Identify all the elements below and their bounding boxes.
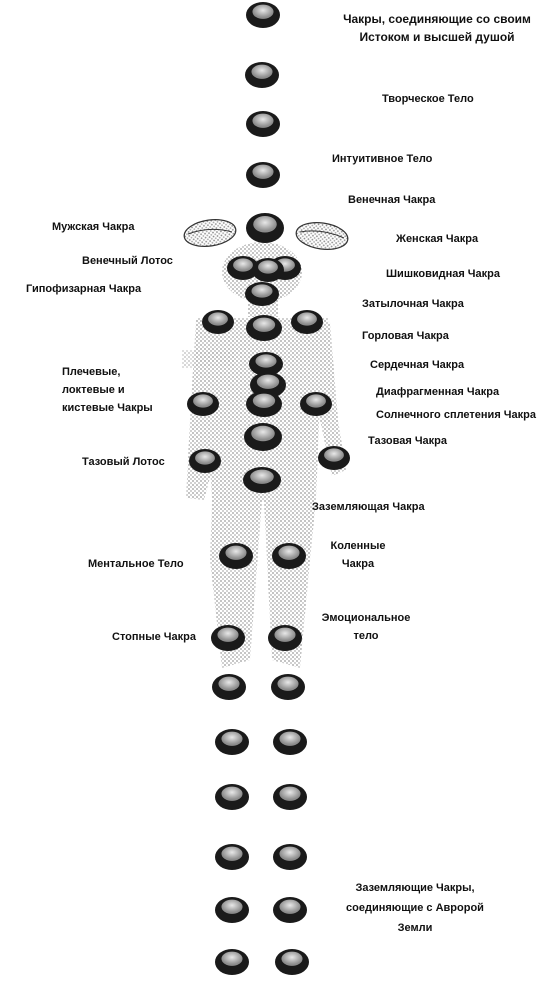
- disc-earth-1-left: [212, 674, 246, 700]
- label-earth-chakras-2: соединяющие с Авророй: [346, 902, 484, 914]
- disc-solar-plexus: [246, 391, 282, 417]
- label-earth-chakras-1: Заземляющие Чакры,: [355, 882, 475, 894]
- disc-knee-left: [219, 543, 253, 569]
- label-heart-chakra: Сердечная Чакра: [370, 359, 465, 371]
- disc-grounding: [243, 467, 281, 493]
- disc-earth-3-left: [215, 784, 249, 810]
- disc-knee-right: [272, 543, 306, 569]
- female-chakra-leaf: [294, 220, 349, 253]
- label-throat-chakra: Горловая Чакра: [362, 330, 449, 342]
- disc-above-crown: [246, 162, 280, 188]
- label-arm-chakras-3: кистевые Чакры: [62, 402, 153, 414]
- label-knee-chakras-1: Коленные: [330, 540, 386, 552]
- disc-earth-5-left: [215, 897, 249, 923]
- label-creative-body: Творческое Тело: [382, 93, 474, 105]
- disc-crown: [246, 213, 284, 243]
- disc-shoulder-right: [291, 310, 323, 334]
- label-earth-chakras-3: Земли: [397, 922, 433, 934]
- label-mental-body: Ментальное Тело: [88, 558, 184, 570]
- title-line-2: Истоком и высшей душой: [359, 30, 515, 44]
- label-pelvic-lotus: Тазовый Лотос: [82, 456, 165, 468]
- disc-earth-6-left: [215, 949, 249, 975]
- small-inset-box: [182, 350, 236, 368]
- label-emotional-body-1: Эмоциональное: [321, 612, 411, 624]
- disc-foot-left: [211, 625, 245, 651]
- label-occipital-chakra: Затылочная Чакра: [362, 298, 464, 310]
- label-crown-chakra: Венечная Чакра: [348, 194, 436, 206]
- disc-earth-2-right: [273, 729, 307, 755]
- disc-foot-right: [268, 625, 302, 651]
- disc-earth-5-right: [273, 897, 307, 923]
- label-pelvic-chakra: Тазовая Чакра: [368, 435, 448, 447]
- disc-hand-right: [318, 446, 350, 470]
- label-grounding-chakra: Заземляющая Чакра: [312, 501, 425, 513]
- disc-creative-body: [245, 62, 279, 88]
- label-diaphragm-chakra: Диафрагменная Чакра: [376, 386, 500, 398]
- disc-earth-4-left: [215, 844, 249, 870]
- disc-earth-2-left: [215, 729, 249, 755]
- male-chakra-leaf: [182, 217, 237, 250]
- label-male-chakra: Мужская Чакра: [52, 221, 135, 233]
- disc-pituitary: [245, 282, 279, 306]
- label-crown-lotus: Венечный Лотос: [82, 255, 173, 267]
- label-pituitary-chakra: Гипофизарная Чакра: [26, 283, 142, 295]
- disc-earth-6-right: [275, 949, 309, 975]
- disc-shoulder-left: [202, 310, 234, 334]
- disc-hand-left: [189, 449, 221, 473]
- label-foot-chakras: Стопные Чакра: [112, 631, 196, 643]
- disc-earth-1-right: [271, 674, 305, 700]
- disc-source-top: [246, 2, 280, 28]
- disc-intuitive-body: [246, 111, 280, 137]
- label-female-chakra: Женская Чакра: [396, 233, 479, 245]
- disc-earth-4-right: [273, 844, 307, 870]
- disc-elbow-right: [300, 392, 332, 416]
- disc-throat: [246, 315, 282, 341]
- title-line-1: Чакры, соединяющие со своим: [343, 12, 531, 26]
- disc-pelvic: [244, 423, 282, 451]
- disc-pineal: [252, 258, 284, 282]
- label-pineal-chakra: Шишковидная Чакра: [386, 268, 500, 280]
- disc-earth-3-right: [273, 784, 307, 810]
- label-intuitive-body: Интуитивное Тело: [332, 153, 433, 165]
- label-knee-chakras-2: Чакра: [341, 558, 375, 570]
- disc-elbow-left: [187, 392, 219, 416]
- label-emotional-body-2: тело: [353, 630, 379, 642]
- label-solar-plexus-chakra: Солнечного сплетения Чакра: [376, 409, 536, 421]
- label-arm-chakras-2: локтевые и: [62, 384, 125, 396]
- label-arm-chakras-1: Плечевые,: [62, 366, 121, 378]
